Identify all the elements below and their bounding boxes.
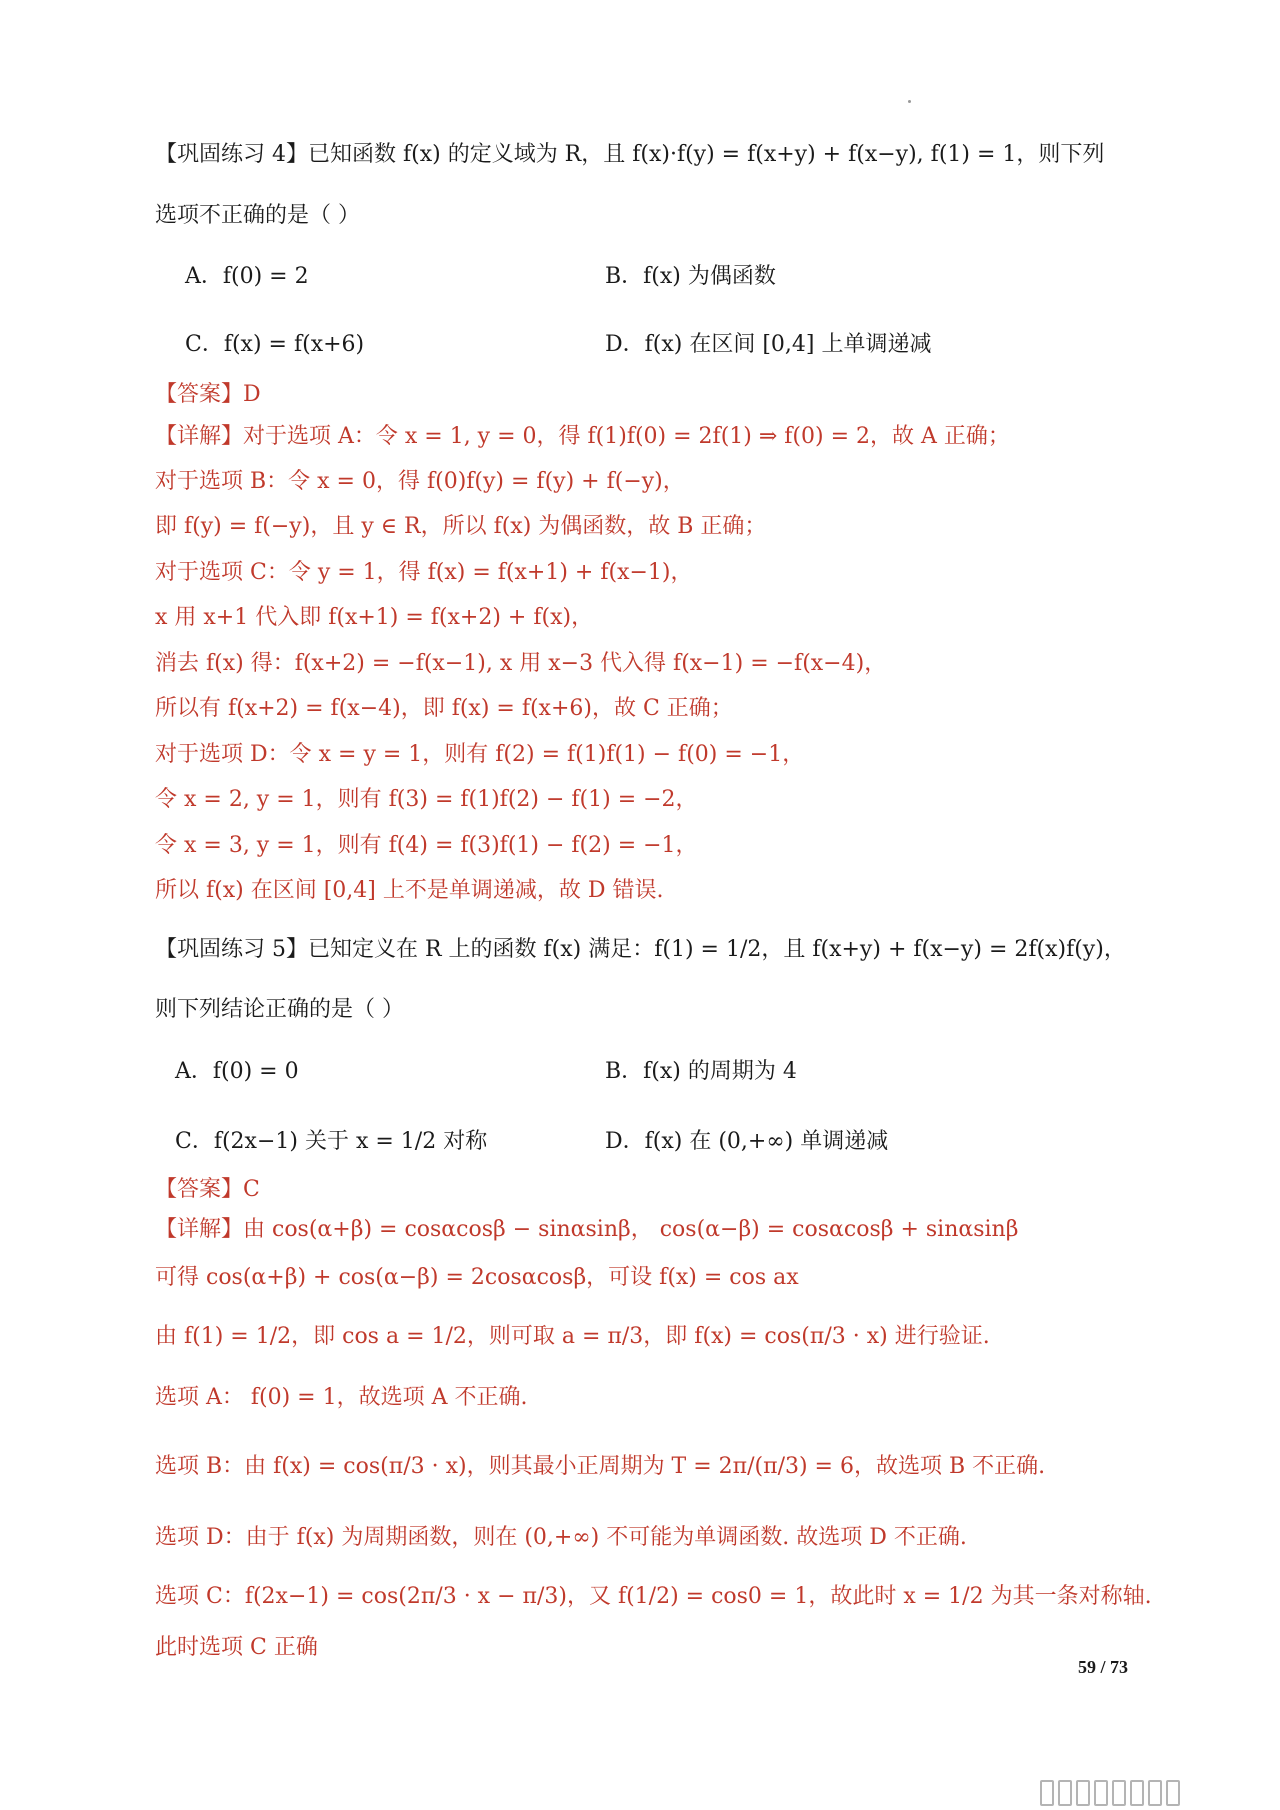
page-number: 59 / 73 [1078,1657,1129,1677]
q4-detail-line: 所以有 f(x+2) = f(x−4)，即 f(x) = f(x+6)，故 C 正确； [155,696,733,721]
q4-option-c: C．f(x) = f(x+6) [185,332,365,357]
q5-option-b: B．f(x) 的周期为 4 [605,1059,797,1084]
q5-detail-line: 【详解】由 cos(α+β) = cosαcosβ − sinαsinβ， cos(α−β) = cosαcosβ + sinαsinβ [155,1217,1019,1242]
q5-detail-line: 此时选项 C 正确 [155,1635,318,1660]
q4-option-d: D．f(x) 在区间 [0,4] 上单调递减 [605,332,932,357]
app-watermark-icon [1040,1780,1275,1806]
q4-detail-line: 【详解】对于选项 A：令 x = 1, y = 0，得 f(1)f(0) = 2f(1) ⇒ f(0) = 2，故 A 正确； [155,424,1010,449]
q4-stem-line1: 【巩固练习 4】已知函数 f(x) 的定义域为 R，且 f(x)·f(y) = f(x+y) + f(x−y), f(1) = 1，则下列 [155,142,1105,167]
q4-detail-line: 所以 f(x) 在区间 [0,4] 上不是单调递减，故 D 错误. [155,878,664,903]
q5-stem-line1: 【巩固练习 5】已知定义在 R 上的函数 f(x) 满足：f(1) = 1/2，且 f(x+y) + f(x−y) = 2f(x)f(y)， [155,937,1126,962]
q4-detail-line: 对于选项 B：令 x = 0，得 f(0)f(y) = f(y) + f(−y)， [155,469,685,494]
q4-stem-line2: 选项不正确的是（ ） [155,203,360,228]
q4-detail-line: 令 x = 3, y = 1，则有 f(4) = f(3)f(1) − f(2) = −1， [155,833,698,858]
q5-stem-line2: 则下列结论正确的是（ ） [155,997,404,1022]
q4-detail-line: 消去 f(x) 得：f(x+2) = −f(x−1), x 用 x−3 代入得 f(x−1) = −f(x−4)， [155,651,887,676]
q5-detail-line: 选项 B：由 f(x) = cos(π/3 · x)，则其最小正周期为 T = 2π/(π/3) = 6，故选项 B 不正确. [155,1454,1046,1479]
q5-detail-line: 选项 D：由于 f(x) 为周期函数，则在 (0,+∞) 不可能为单调函数. 故选项 D 不正确. [155,1525,967,1550]
q4-option-a: A．f(0) = 2 [185,264,309,289]
q4-detail-line: x 用 x+1 代入即 f(x+1) = f(x+2) + f(x)， [155,605,594,630]
q5-option-c: C．f(2x−1) 关于 x = 1/2 对称 [175,1129,488,1154]
q4-answer: 【答案】D [155,382,261,407]
q4-detail-line: 令 x = 2, y = 1，则有 f(3) = f(1)f(2) − f(1) = −2， [155,787,698,812]
q5-detail-line: 可得 cos(α+β) + cos(α−β) = 2cosαcosβ，可设 f(x) = cos ax [155,1265,799,1290]
q4-detail-line: 即 f(y) = f(−y)，且 y ∈ R，所以 f(x) 为偶函数，故 B 正确； [155,514,767,539]
q4-detail-line: 对于选项 D：令 x = y = 1，则有 f(2) = f(1)f(1) − f(0) = −1， [155,742,805,767]
q5-option-a: A．f(0) = 0 [175,1059,299,1084]
q5-detail-line: 选项 C：f(2x−1) = cos(2π/3 · x − π/3)，又 f(1/2) = cos0 = 1，故此时 x = 1/2 为其一条对称轴. [155,1584,1152,1609]
speck-mark [908,100,911,103]
q5-detail-line: 由 f(1) = 1/2，即 cos a = 1/2，则可取 a = π/3，即 f(x) = cos(π/3 · x) 进行验证. [155,1324,990,1349]
q4-option-b: B．f(x) 为偶函数 [605,264,776,289]
q5-option-d: D．f(x) 在 (0,+∞) 单调递减 [605,1129,889,1154]
q4-detail-line: 对于选项 C：令 y = 1，得 f(x) = f(x+1) + f(x−1)， [155,560,693,585]
q5-answer: 【答案】C [155,1177,260,1202]
q5-detail-line: 选项 A： f(0) = 1，故选项 A 不正确. [155,1385,528,1410]
